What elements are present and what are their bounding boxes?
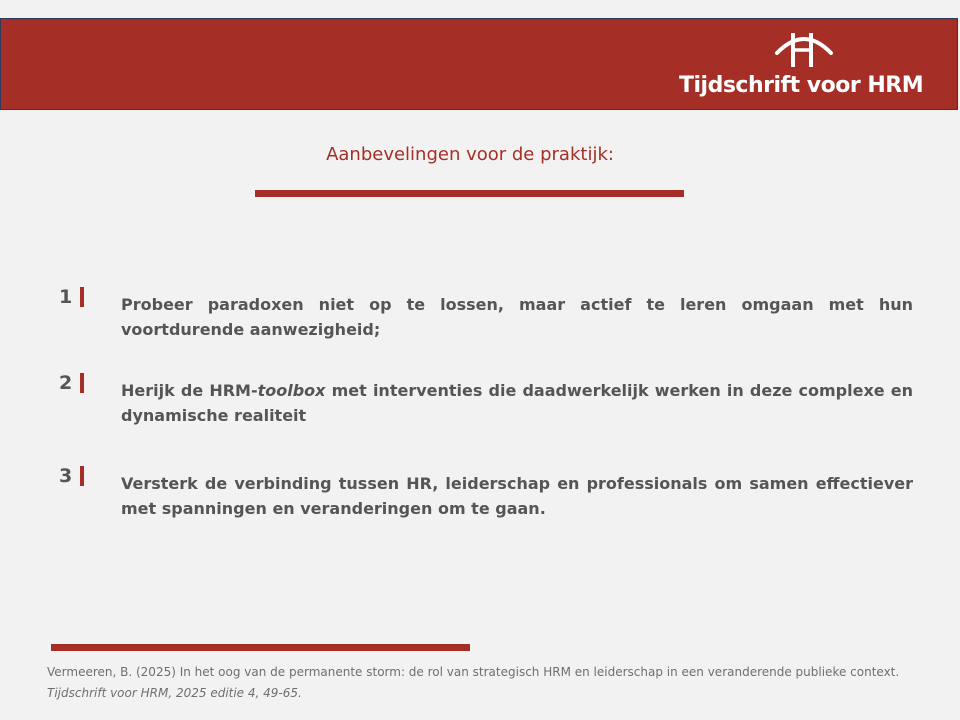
citation-journal: Tijdschrift voor HRM, 2025 editie 4, 49-65. bbox=[47, 686, 302, 700]
number-marker bbox=[80, 373, 84, 393]
footer-rule bbox=[51, 644, 470, 651]
recommendation-number: 1 bbox=[59, 286, 73, 308]
recommendation-text bbox=[121, 378, 913, 428]
title-underline bbox=[255, 190, 684, 197]
journal-name: Tijdschrift voor HRM bbox=[679, 73, 924, 98]
text-italic: toolbox bbox=[257, 381, 326, 400]
citation-text: Vermeeren, B. (2025) In het oog van de permanente storm: de rol van strategisch HRM en leiderschap in een veranderende publieke context. bbox=[47, 665, 900, 679]
recommendation-text: Probeer paradoxen niet op te lossen, maar actief te leren omgaan met hun voortdurende aanwezigheid; bbox=[121, 295, 913, 339]
page-title: Aanbevelingen voor de praktijk: bbox=[326, 144, 614, 165]
journal-logo bbox=[679, 25, 924, 107]
text-part: met interventies die daadwerkelijk werken in deze complexe en dynamische realiteit bbox=[121, 381, 914, 425]
number-marker bbox=[80, 466, 84, 486]
recommendation-number: 3 bbox=[59, 465, 73, 487]
header-banner bbox=[0, 18, 958, 110]
text-part: Herijk de HRM- bbox=[121, 381, 258, 400]
recommendation-number: 2 bbox=[59, 372, 73, 394]
number-marker bbox=[80, 287, 84, 307]
citation bbox=[47, 662, 917, 704]
recommendation-text: Versterk de verbinding tussen HR, leiderschap en professionals om samen effectiever met spanningen en veranderingen om te gaan. bbox=[121, 474, 913, 518]
bridge-arch-icon bbox=[771, 27, 837, 69]
